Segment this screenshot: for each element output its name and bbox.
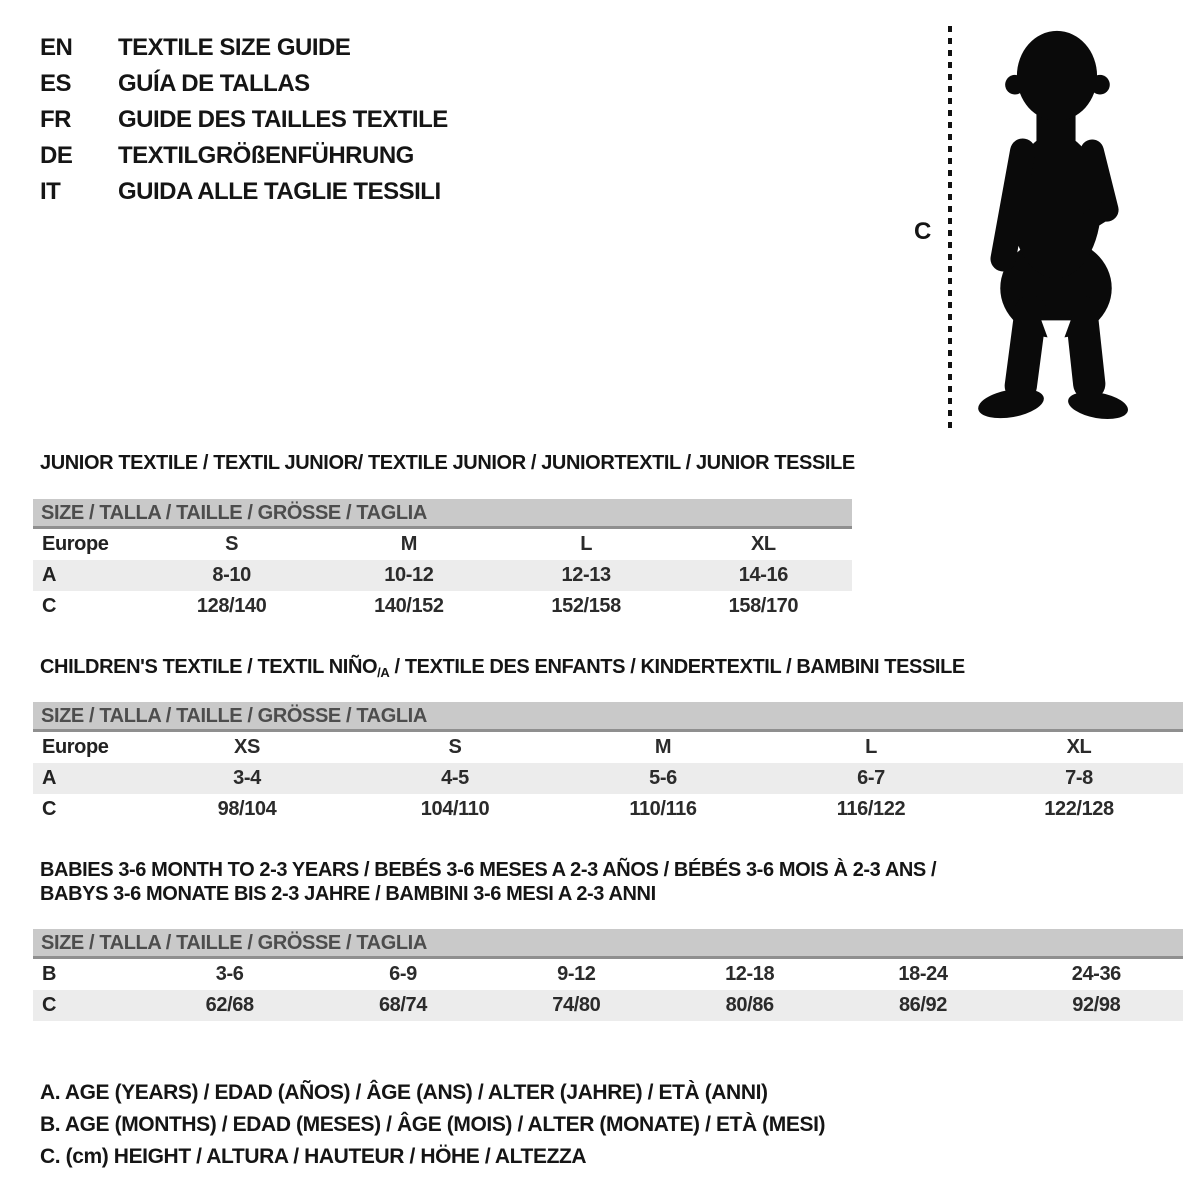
value-cell: 14-16 [738, 563, 788, 586]
size-cell: L [865, 736, 877, 759]
value-cell: 18-24 [898, 963, 948, 986]
table-row [33, 560, 852, 591]
value-cell: 74/80 [552, 994, 601, 1017]
babies-section-title-line2: BABYS 3-6 MONATE BIS 2-3 JAHRE / BAMBINI 3-6 MESI A 2-3 ANNI [40, 882, 656, 905]
table-row [33, 591, 852, 622]
babies-section [40, 859, 1200, 1021]
children-size-table [33, 702, 1183, 825]
value-cell: 62/68 [205, 994, 254, 1017]
top-header [40, 26, 1200, 444]
babies-section-title-line1: BABIES 3-6 MONTH TO 2-3 YEARS / BEBÉS 3-6 MESES A 2-3 AÑOS / BÉBÉS 3-6 MOIS À 2-3 ANS / [40, 859, 937, 882]
language-code: FR [40, 106, 71, 133]
value-cell: 10-12 [384, 563, 434, 586]
row-label: C [42, 594, 57, 617]
junior-size-table [33, 499, 852, 622]
legend-line-c: C. (cm) HEIGHT / ALTURA / HAUTEUR / HÖHE / ALTEZZA [40, 1145, 587, 1169]
table-row [33, 763, 1183, 794]
row-label: Europe [42, 736, 109, 759]
row-label: Europe [42, 532, 109, 555]
row-label: C [42, 994, 57, 1017]
table-row [33, 959, 1183, 990]
value-cell: 92/98 [1072, 994, 1121, 1017]
size-cell: M [400, 532, 417, 555]
children-title-prefix: CHILDREN'S TEXTILE / TEXTIL NIÑO [40, 655, 378, 678]
size-cell: S [225, 532, 239, 555]
value-cell: 6-7 [857, 767, 885, 790]
value-cell: 98/104 [217, 798, 277, 821]
table-row [33, 990, 1183, 1021]
row-label: A [42, 563, 57, 586]
height-dashed-line [948, 26, 952, 428]
junior-section-title: JUNIOR TEXTILE / TEXTIL JUNIOR/ TEXTILE JUNIOR / JUNIORTEXTIL / JUNIOR TESSILE [40, 452, 855, 474]
height-measure-figure [914, 26, 1140, 430]
language-row-es [40, 66, 948, 102]
value-cell: 9-12 [557, 963, 596, 986]
size-header-bar: SIZE / TALLA / TAILLE / GRÖSSE / TAGLIA [33, 499, 852, 529]
language-title: GUÍA DE TALLAS [118, 70, 310, 97]
language-title: GUIDA ALLE TAGLIE TESSILI [118, 178, 441, 205]
value-cell: 3-4 [233, 767, 261, 790]
value-cell: 12-18 [725, 963, 775, 986]
value-cell: 24-36 [1071, 963, 1121, 986]
value-cell: 3-6 [215, 963, 244, 986]
row-label: C [42, 798, 57, 821]
language-title-list [40, 26, 948, 210]
legend-line-b: B. AGE (MONTHS) / EDAD (MESES) / ÂGE (MOIS) / ALTER (MONATE) / ETÀ (MESI) [40, 1113, 826, 1137]
value-cell: 140/152 [374, 594, 444, 617]
size-header-bar: SIZE / TALLA / TAILLE / GRÖSSE / TAGLIA [33, 929, 1183, 959]
language-code: EN [40, 34, 73, 61]
value-cell: 8-10 [212, 563, 251, 586]
language-code: IT [40, 178, 61, 205]
table-row [33, 732, 1183, 763]
children-section-title [40, 656, 1200, 680]
language-title: TEXTILGRÖßENFÜHRUNG [118, 142, 414, 169]
size-cell: L [580, 532, 593, 555]
value-cell: 110/116 [629, 798, 697, 821]
value-cell: 6-9 [389, 963, 417, 986]
value-cell: 104/110 [420, 798, 490, 821]
size-cell: XS [234, 736, 260, 759]
babies-size-table [33, 929, 1183, 1021]
value-cell: 122/128 [1044, 798, 1114, 821]
value-cell: 7-8 [1065, 767, 1093, 790]
baby-silhouette-icon [968, 20, 1144, 432]
value-cell: 5-6 [649, 767, 677, 790]
size-cell: XL [750, 532, 776, 555]
value-cell: 4-5 [441, 767, 469, 790]
children-section [40, 656, 1200, 826]
row-label: A [42, 767, 57, 790]
language-code: DE [40, 142, 73, 169]
junior-section [40, 452, 1200, 622]
table-row [33, 529, 852, 560]
value-cell: 152/158 [551, 594, 621, 617]
value-cell: 12-13 [561, 563, 611, 586]
value-cell: 116/122 [836, 798, 906, 821]
value-cell: 80/86 [725, 994, 774, 1017]
table-row [33, 794, 1183, 825]
children-title-suffix: / TEXTILE DES ENFANTS / KINDERTEXTIL / BAMBINI TESSILE [389, 655, 965, 678]
language-row-en [40, 30, 948, 66]
language-title: GUIDE DES TAILLES TEXTILE [118, 106, 448, 133]
language-title: TEXTILE SIZE GUIDE [118, 34, 351, 61]
value-cell: 158/170 [728, 594, 799, 617]
value-cell: 86/92 [898, 994, 948, 1017]
size-header-bar: SIZE / TALLA / TAILLE / GRÖSSE / TAGLIA [33, 702, 1183, 732]
value-cell: 128/140 [196, 594, 267, 617]
language-row-fr [40, 102, 948, 138]
legend-line-a: A. AGE (YEARS) / EDAD (AÑOS) / ÂGE (ANS) / ALTER (JAHRE) / ETÀ (ANNI) [40, 1081, 768, 1105]
value-cell: 68/74 [378, 994, 428, 1017]
measure-label-c: C [914, 218, 932, 245]
size-cell: S [448, 736, 462, 759]
language-row-de [40, 138, 948, 174]
size-cell: M [654, 736, 672, 759]
row-label: B [42, 963, 57, 986]
children-title-sub: /A [377, 664, 390, 680]
language-code: ES [40, 70, 72, 97]
size-cell: XL [1066, 736, 1092, 759]
legend [40, 1077, 1200, 1173]
language-row-it [40, 174, 948, 210]
